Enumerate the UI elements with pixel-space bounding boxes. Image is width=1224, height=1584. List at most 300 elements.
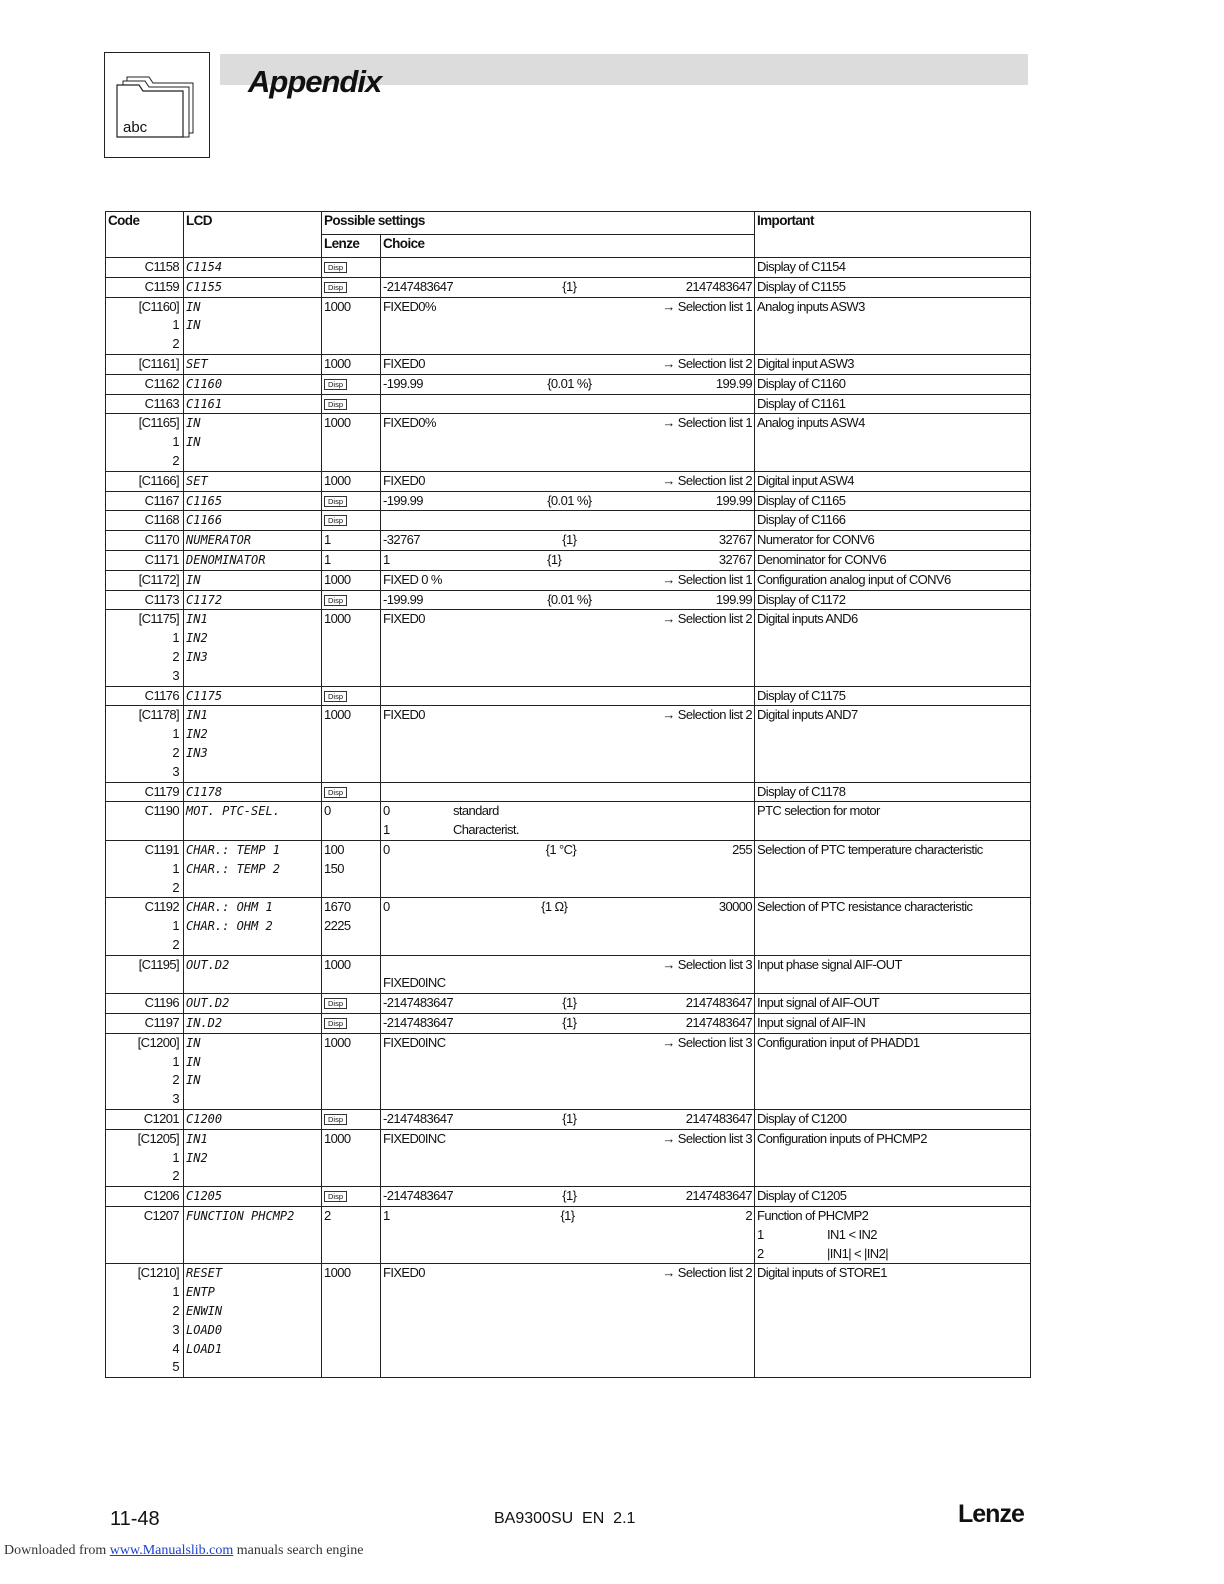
table-row [106, 374, 1031, 394]
lcd-line: C1175 [186, 688, 223, 703]
page-title: Appendix [248, 64, 382, 99]
important-cell [755, 840, 1031, 897]
code-line: 2 [172, 336, 179, 352]
code-line: [C1172] [138, 571, 179, 587]
lcd-cell [184, 610, 322, 686]
important-line: Analog inputs ASW4 [757, 415, 865, 431]
table-row [106, 258, 1031, 278]
choice-line [383, 355, 752, 374]
code-line: C1196 [144, 995, 179, 1011]
header-possible-settings: Possible settings [322, 212, 755, 235]
code-cell [106, 374, 184, 394]
important-line: Selection of PTC resistance characteristic [757, 899, 973, 915]
lcd-line: MOT. PTC-SEL. [186, 804, 280, 819]
table-row [106, 955, 1031, 994]
lcd-line: LOAD1 [186, 1341, 223, 1356]
lcd-line: C1165 [186, 493, 223, 508]
code-cell [106, 531, 184, 551]
choice-line [383, 492, 752, 511]
choice-step: {0.01 %} [547, 375, 592, 391]
header-lcd: LCD [184, 212, 322, 258]
code-line: C1168 [144, 512, 179, 528]
important-cell [755, 706, 1031, 782]
choice-value: 0 [383, 803, 390, 819]
important-line: Display of C1154 [757, 259, 846, 274]
lenze-cell [322, 686, 381, 706]
lcd-cell [184, 414, 322, 471]
important-line: Analog inputs ASW3 [757, 298, 865, 314]
code-line: 1 [172, 434, 179, 450]
code-line: [C1200] [137, 1034, 179, 1050]
choice-line [383, 1110, 752, 1129]
lenze-line: 0 [324, 803, 331, 819]
lcd-cell [184, 1187, 322, 1207]
choice-min: 0 [383, 841, 390, 857]
code-cell [106, 840, 184, 897]
choice-max: 199.99 [715, 492, 752, 508]
disp-badge: Disp [324, 998, 347, 1009]
choice-step [436, 298, 662, 317]
choice-min: -32767 [383, 532, 420, 548]
choice-text: standard [453, 803, 499, 819]
choice-cell [381, 550, 755, 570]
choice-cell [381, 1264, 755, 1378]
choice-max: 2147483647 [685, 995, 752, 1011]
important-cell [755, 414, 1031, 471]
code-line: 1 [172, 630, 179, 646]
choice-step [425, 706, 662, 725]
lcd-cell [184, 354, 322, 374]
lcd-line: IN1 [186, 612, 208, 627]
lcd-line: IN [186, 1035, 201, 1050]
choice-max: → Selection list 3 [662, 1034, 752, 1050]
code-line: 2 [172, 936, 179, 952]
disp-badge: Disp [324, 595, 347, 606]
choice-cell [381, 994, 755, 1014]
choice-cell [381, 258, 755, 278]
code-cell [106, 414, 184, 471]
code-line: C1207 [143, 1208, 179, 1224]
choice-cell [381, 686, 755, 706]
choice-step [425, 355, 662, 374]
choice-max: → Selection list 2 [662, 707, 752, 723]
important-cell [755, 354, 1031, 374]
lenze-cell [322, 898, 381, 955]
choice-max: → Selection list 3 [662, 956, 752, 972]
choice-step: {1} [562, 532, 577, 548]
table-row [106, 1187, 1031, 1207]
code-line: 2 [172, 1072, 179, 1088]
important-cell [755, 590, 1031, 610]
code-line: [C1165] [138, 415, 179, 431]
lcd-cell [184, 491, 322, 511]
code-line: [C1160] [138, 298, 179, 314]
table-row [106, 511, 1031, 531]
important-cell [755, 258, 1031, 278]
choice-cell [381, 1033, 755, 1109]
choice-step [425, 1264, 662, 1283]
disp-badge: Disp [324, 379, 347, 390]
choice-cell [381, 802, 755, 841]
choice-line [383, 472, 752, 491]
choice-cell [381, 531, 755, 551]
code-cell [106, 782, 184, 802]
choice-step: {1 °C} [545, 841, 577, 857]
choice-step [446, 974, 752, 993]
disp-badge: Disp [324, 1018, 347, 1029]
table-row [106, 802, 1031, 841]
lcd-line: SET [186, 473, 208, 488]
code-cell [106, 550, 184, 570]
choice-line [383, 974, 752, 993]
lenze-cell [322, 1187, 381, 1207]
lcd-line: IN2 [186, 1150, 208, 1165]
important-line: Selection of PTC temperature characteristic [757, 841, 983, 857]
choice-cell [381, 955, 755, 994]
code-line: C1179 [144, 783, 179, 799]
choice-cell [381, 570, 755, 590]
option-value: 2 [757, 1245, 764, 1261]
important-cell [755, 1207, 1031, 1264]
lenze-cell [322, 258, 381, 278]
code-cell [106, 686, 184, 706]
code-line: [C1175] [138, 611, 179, 627]
choice-cell [381, 898, 755, 955]
header-important: Important [755, 212, 1031, 258]
code-cell [106, 491, 184, 511]
lcd-cell [184, 994, 322, 1014]
choice-step [446, 1034, 663, 1053]
choice-cell [381, 414, 755, 471]
code-line: C1171 [144, 551, 179, 567]
lcd-cell [184, 686, 322, 706]
code-line: 5 [172, 1359, 179, 1375]
lenze-cell [322, 840, 381, 897]
table-body [106, 258, 1031, 1378]
choice-step [446, 1130, 663, 1149]
code-cell [106, 1033, 184, 1109]
lcd-cell [184, 590, 322, 610]
choice-line [383, 821, 752, 840]
important-line: Display of C1155 [757, 278, 846, 294]
disp-badge: Disp [324, 1114, 347, 1125]
choice-step: {1} [562, 1015, 577, 1031]
important-line: Display of C1178 [757, 783, 846, 799]
important-line: Display of C1165 [757, 492, 846, 508]
choice-cell [381, 354, 755, 374]
code-line: 2 [172, 648, 179, 664]
lcd-cell [184, 898, 322, 955]
lcd-cell [184, 531, 322, 551]
important-cell [755, 1014, 1031, 1034]
code-line: [C1161] [138, 355, 179, 371]
table-row [106, 994, 1031, 1014]
important-line: Configuration inputs of PHCMP2 [757, 1130, 927, 1146]
table-row [106, 297, 1031, 354]
lenze-line: 1000 [324, 707, 351, 723]
code-line: [C1166] [138, 472, 179, 488]
lenze-cell [322, 531, 381, 551]
code-line: 2 [172, 879, 179, 895]
lenze-cell [322, 782, 381, 802]
choice-max: 30000 [718, 899, 752, 915]
lenze-line: 1000 [324, 571, 351, 587]
lenze-line: 1 [324, 551, 331, 567]
choice-min: -2147483647 [383, 278, 454, 294]
choice-line [383, 571, 752, 590]
lenze-cell [322, 1033, 381, 1109]
lcd-cell [184, 1129, 322, 1186]
choice-min: -199.99 [383, 375, 423, 391]
choice-line [383, 511, 752, 530]
important-cell [755, 1187, 1031, 1207]
choice-step: {1} [562, 995, 577, 1011]
choice-cell [381, 471, 755, 491]
choice-cell [381, 590, 755, 610]
lcd-cell [184, 277, 322, 297]
important-cell [755, 531, 1031, 551]
code-line: C1170 [144, 532, 179, 548]
important-line: Configuration input of PHADD1 [757, 1034, 920, 1050]
choice-max: 255 [732, 841, 752, 857]
choice-line [383, 1014, 752, 1033]
code-line: 1 [172, 1149, 179, 1165]
table-row [106, 394, 1031, 414]
choice-min: 0 [383, 899, 390, 915]
lenze-cell [322, 570, 381, 590]
choice-max: 199.99 [715, 375, 752, 391]
disp-badge: Disp [324, 399, 347, 410]
table-row [106, 491, 1031, 511]
choice-text: Characterist. [453, 822, 519, 838]
choice-max: 2147483647 [685, 1111, 752, 1127]
important-cell [755, 1129, 1031, 1186]
choice-step: {1} [560, 1208, 575, 1224]
code-cell [106, 297, 184, 354]
choice-min: FIXED0% [383, 298, 436, 314]
code-line: [C1195] [138, 956, 179, 972]
lcd-cell [184, 1264, 322, 1378]
lenze-cell [322, 471, 381, 491]
lcd-line: C1205 [186, 1189, 223, 1204]
lenze-cell [322, 297, 381, 354]
code-line: 1 [172, 1284, 179, 1300]
code-line: C1206 [143, 1188, 179, 1204]
header-code: Code [106, 212, 184, 258]
choice-min: -2147483647 [383, 1188, 454, 1204]
lcd-line: C1155 [186, 279, 223, 294]
lcd-line: ENWIN [186, 1304, 223, 1319]
lcd-cell [184, 840, 322, 897]
lenze-cell [322, 610, 381, 686]
important-line: PTC selection for motor [757, 803, 880, 819]
lcd-line: OUT.D2 [186, 957, 230, 972]
lcd-line: IN [186, 572, 201, 587]
code-cell [106, 471, 184, 491]
choice-max: → Selection list 2 [662, 355, 752, 371]
choice-cell [381, 610, 755, 686]
table-row [106, 570, 1031, 590]
important-line: Numerator for CONV6 [757, 532, 875, 548]
lcd-line: IN2 [186, 727, 208, 742]
lcd-line: IN1 [186, 1131, 208, 1146]
code-line: 2 [172, 1168, 179, 1184]
important-cell [755, 955, 1031, 994]
lcd-cell [184, 955, 322, 994]
choice-max: 199.99 [715, 591, 752, 607]
choice-max: → Selection list 2 [662, 472, 752, 488]
lcd-line: IN [186, 299, 201, 314]
lenze-line: 1000 [324, 298, 351, 314]
lenze-cell [322, 374, 381, 394]
choice-step: {0.01 %} [547, 492, 592, 508]
choice-step: {1} [547, 551, 562, 567]
important-line: Input signal of AIF-OUT [757, 995, 880, 1011]
code-line: 1 [172, 1053, 179, 1069]
choice-max: 2147483647 [685, 1015, 752, 1031]
lenze-cell [322, 1129, 381, 1186]
choice-cell [381, 1129, 755, 1186]
choice-min: FIXED 0 % [383, 571, 442, 587]
disp-badge: Disp [324, 691, 347, 702]
download-note [4, 1543, 364, 1559]
lcd-line: IN3 [186, 745, 208, 760]
table-row [106, 1207, 1031, 1264]
page-number: 11-48 [110, 1508, 160, 1530]
lenze-cell [322, 802, 381, 841]
choice-line [383, 687, 752, 706]
choice-min: FIXED0INC [383, 1034, 446, 1050]
choice-line [383, 898, 752, 917]
important-cell [755, 1033, 1031, 1109]
lenze-cell [322, 955, 381, 994]
choice-step: {1} [562, 1188, 577, 1204]
choice-line [383, 531, 752, 550]
choice-cell [381, 1187, 755, 1207]
lcd-cell [184, 471, 322, 491]
code-cell [106, 394, 184, 414]
lenze-line: 1670 [324, 899, 351, 915]
choice-max: 2147483647 [685, 278, 752, 294]
important-cell [755, 1110, 1031, 1130]
code-line: 4 [172, 1340, 179, 1356]
lenze-line: 1000 [324, 415, 351, 431]
download-prefix: Downloaded from [4, 1543, 110, 1558]
choice-line [383, 706, 752, 725]
table-row [106, 354, 1031, 374]
lcd-cell [184, 570, 322, 590]
important-line: Digital inputs AND6 [757, 611, 858, 627]
code-cell [106, 277, 184, 297]
table-row [106, 686, 1031, 706]
code-cell [106, 955, 184, 994]
choice-min: -199.99 [383, 591, 423, 607]
choice-cell [381, 491, 755, 511]
choice-line [383, 994, 752, 1013]
choice-step [436, 414, 662, 433]
important-line: Configuration analog input of CONV6 [757, 571, 951, 587]
lcd-line: C1166 [186, 513, 223, 528]
lenze-cell [322, 354, 381, 374]
code-cell [106, 994, 184, 1014]
lenze-line: 1000 [324, 1265, 351, 1281]
choice-line [383, 1187, 752, 1206]
choice-line [383, 551, 752, 570]
choice-line [383, 802, 752, 821]
choice-min: FIXED0 [383, 472, 425, 488]
code-line: 3 [172, 763, 179, 779]
table-row [106, 840, 1031, 897]
important-line: Display of C1172 [757, 591, 846, 607]
lenze-logo: Lenze [958, 1500, 1024, 1528]
lcd-line: IN [186, 318, 201, 333]
code-cell [106, 258, 184, 278]
lcd-line: CHAR.: OHM 1 [186, 900, 273, 915]
lcd-line: CHAR.: TEMP 2 [186, 861, 280, 876]
code-line: C1163 [144, 395, 179, 411]
lcd-cell [184, 706, 322, 782]
choice-line [383, 610, 752, 629]
lcd-line: C1200 [186, 1112, 223, 1127]
lcd-cell [184, 394, 322, 414]
choice-line [383, 375, 752, 394]
lcd-cell [184, 782, 322, 802]
choice-min: -2147483647 [383, 1111, 454, 1127]
lenze-line: 1000 [324, 355, 351, 371]
option-text: IN1 < IN2 [827, 1226, 877, 1242]
choice-cell [381, 706, 755, 782]
choice-step [383, 956, 662, 975]
choice-cell [381, 840, 755, 897]
code-line: 2 [172, 744, 179, 760]
important-line: Display of C1161 [757, 395, 846, 411]
code-line: 3 [172, 1091, 179, 1107]
code-line: [C1178] [138, 707, 179, 723]
lenze-cell [322, 511, 381, 531]
choice-line [383, 841, 752, 860]
choice-line [383, 258, 752, 277]
lenze-line: 1000 [324, 1130, 351, 1146]
code-line: 2 [172, 452, 179, 468]
lcd-line: C1172 [186, 592, 223, 607]
lcd-cell [184, 1014, 322, 1034]
choice-min: -2147483647 [383, 995, 454, 1011]
important-line: Display of C1200 [757, 1111, 847, 1127]
important-cell [755, 297, 1031, 354]
choice-line [383, 278, 752, 297]
choice-step: {1} [562, 278, 577, 294]
table-row [106, 277, 1031, 297]
lcd-line: FUNCTION PHCMP2 [186, 1209, 295, 1224]
lcd-line: OUT.D2 [186, 996, 230, 1011]
lcd-cell [184, 1207, 322, 1264]
code-cell [106, 706, 184, 782]
lcd-line: IN2 [186, 631, 208, 646]
important-line: Input signal of AIF-IN [757, 1015, 866, 1031]
lcd-cell [184, 511, 322, 531]
lenze-cell [322, 994, 381, 1014]
choice-cell [381, 1110, 755, 1130]
choice-max: → Selection list 2 [662, 611, 752, 627]
folder-label: abc [123, 119, 148, 136]
lcd-line: IN.D2 [186, 1016, 223, 1031]
code-cell [106, 802, 184, 841]
manualslib-link[interactable]: www.Manualslib.com [109, 1543, 234, 1558]
important-cell [755, 374, 1031, 394]
lenze-line: 1000 [324, 1034, 351, 1050]
option-text: |IN1| < |IN2| [827, 1245, 888, 1261]
code-cell [106, 511, 184, 531]
